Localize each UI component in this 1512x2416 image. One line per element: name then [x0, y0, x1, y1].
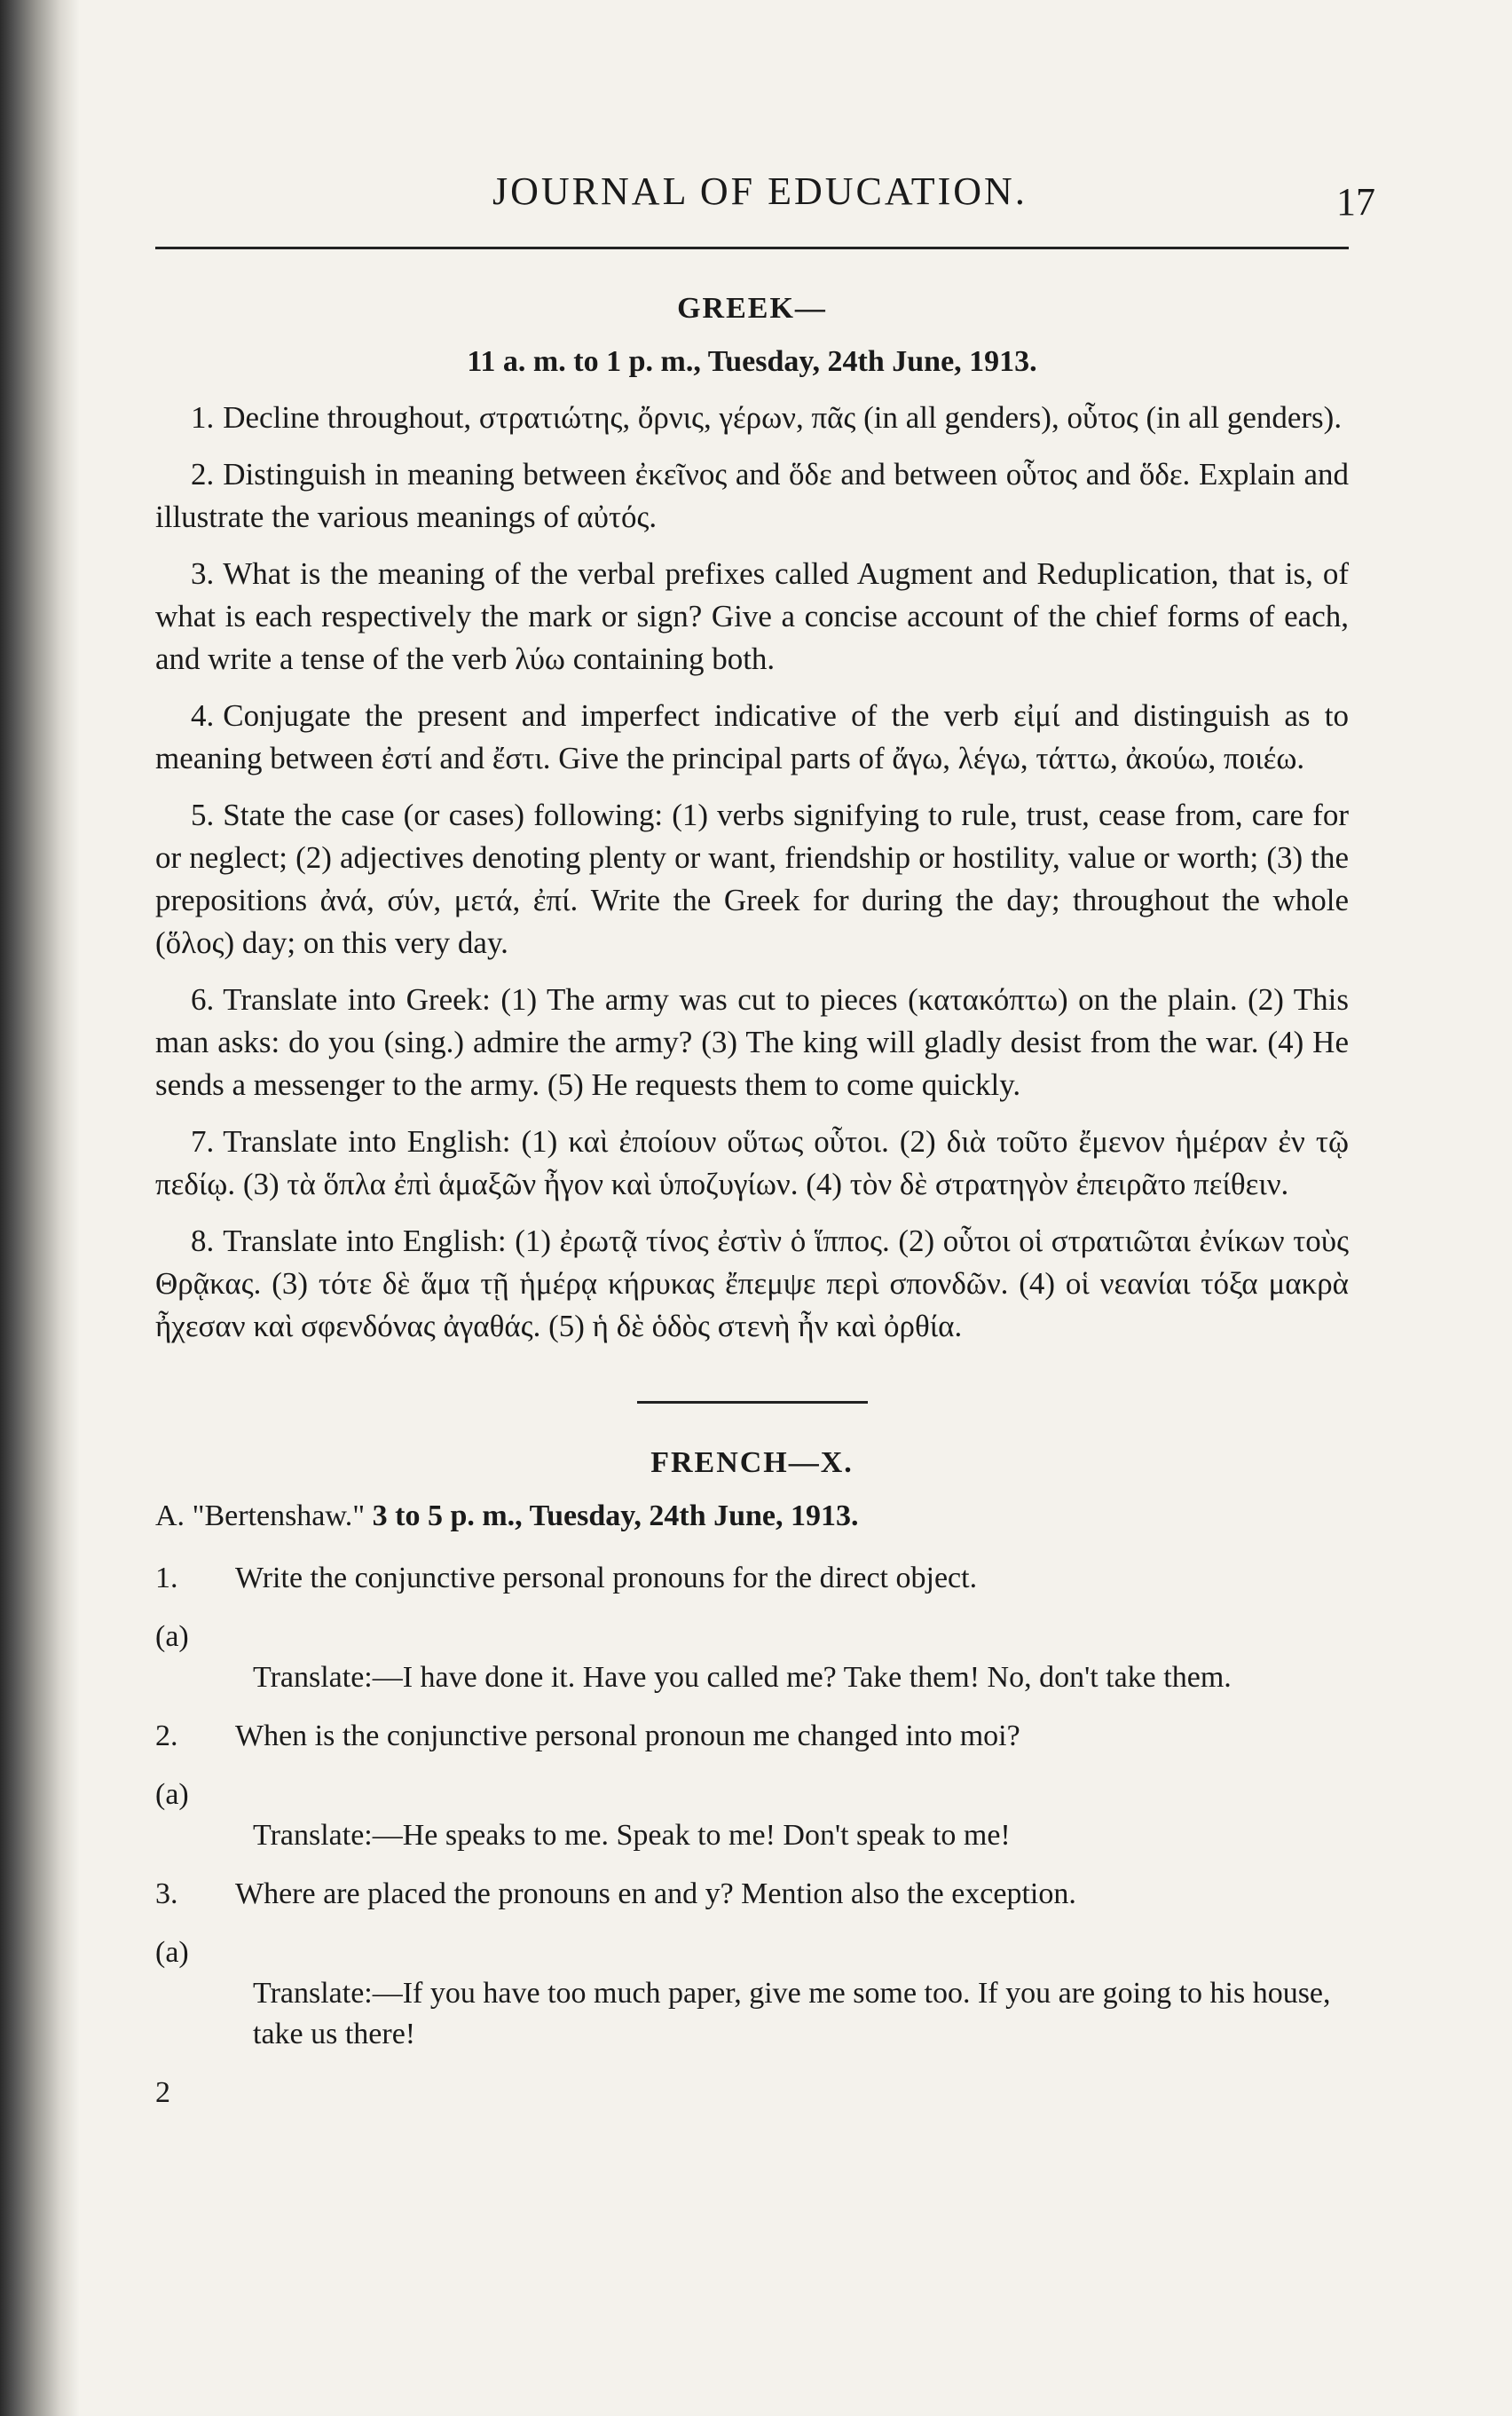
signature-mark: 2: [155, 2076, 170, 2109]
french-translate-task: (a) Translate:—He speaks to me. Speak to me! Don't speak to me!: [155, 1778, 1011, 1852]
page-header: [155, 160, 1375, 240]
journal-page: [155, 160, 1375, 2131]
french-section: [155, 1446, 1349, 2113]
book-title: "Bertenshaw.": [192, 1499, 366, 1532]
greek-question: 7. Translate into English: (1) καὶ ἐποίουν οὕτως οὗτοι. (2) διὰ τοῦτο ἔμενον ἡμέραν ἐν τῷ πεδίῳ. (3) τὰ ὅπλα ἐπὶ ἁμαξῶν ἦγον καὶ ὑποζυγίων. (4) τὸν δὲ στρατηγὸν ἐπειρᾶτο πείθειν.: [155, 1124, 1349, 1201]
greek-question: 4. Conjugate the present and imperfect indicative of the verb εἰμί and distinguish as to meaning between ἐστί and ἔστι. Give the principal parts of ἄγω, λέγω, τάττω, ἀκούω, ποιέω.: [155, 698, 1349, 775]
french-question: 1. Write the conjunctive personal pronouns for the direct object.: [155, 1562, 978, 1594]
french-book-heading: [155, 1499, 1349, 1533]
french-translate-task: (a) Translate:—I have done it. Have you called me? Take them! No, don't take them.: [155, 1620, 1232, 1694]
book-mark: A.: [155, 1499, 185, 1532]
greek-question: 6. Translate into Greek: (1) The army was cut to pieces (κατακόπτω) on the plain. (2) This man asks: do you (sing.) admire the army? (3) The king will gladly desist from the war. (4) He sends a messenger to the army. (5) He requests them to come quickly.: [155, 982, 1349, 1102]
section-divider: [637, 1401, 868, 1404]
header-rule: [155, 247, 1349, 249]
greek-title: GREEK—: [677, 292, 827, 325]
running-head: JOURNAL OF EDUCATION.: [492, 169, 1028, 213]
greek-question: 3. What is the meaning of the verbal prefixes called Augment and Reduplication, that is, of what is each respectively the mark or sign? Give a concise account of the chief forms of each, and write a tense of the verb λύω containing both.: [155, 556, 1349, 676]
book-spine-shadow: [0, 0, 80, 2416]
page-number: 17: [1336, 180, 1375, 224]
greek-exam-time: 11 a. m. to 1 p. m., Tuesday, 24th June, 1913.: [467, 345, 1037, 378]
greek-question: 8. Translate into English: (1) ἐρωτᾷ τίνος ἐστὶν ὁ ἵππος. (2) οὗτοι οἱ στρατιῶται ἐνίκων τοὺς Θρᾷκας. (3) τότε δὲ ἅμα τῇ ἡμέρᾳ κήρυκας ἔπεμψε περὶ σπονδῶν. (4) οἱ νεανίαι τόξα μακρὰ ἦχεσαν καὶ σφενδόνας ἀγαθάς. (5) ἡ δὲ ὁδὸς στενὴ ἦν καὶ ὀρθία.: [155, 1224, 1349, 1343]
french-question: 3. Where are placed the pronouns en and y? Mention also the exception.: [155, 1877, 1076, 1910]
greek-question: 2. Distinguish in meaning between ἐκεῖνος and ὅδε and between οὗτος and ὅδε. Explain and illustrate the various meanings of αὐτός.: [155, 457, 1349, 534]
french-title: FRENCH—X.: [650, 1446, 854, 1479]
french-exam-time: 3 to 5 p. m., Tuesday, 24th June, 1913.: [372, 1499, 859, 1532]
greek-question: 5. State the case (or cases) following: (1) verbs signifying to rule, trust, cease from, care for or neglect; (2) adjectives denoting plenty or want, friendship or hostility, value or worth; (3) the prepositions ἀνά, σύν, μετά, ἐπί. Write the Greek for during the day; throughout the whole (ὅλος) day; on this very day.: [155, 798, 1349, 960]
french-translate-task: (a) Translate:—If you have too much paper, give me some too. If you are going to his house, take us there!: [155, 1936, 1331, 2050]
french-question: 2. When is the conjunctive personal pronoun me changed into moi?: [155, 1720, 1020, 1752]
greek-question: 1. Decline throughout, στρατιώτης, ὄρνις, γέρων, πᾶς (in all genders), οὗτος (in all genders).: [191, 400, 1343, 435]
greek-section: [155, 292, 1349, 1348]
